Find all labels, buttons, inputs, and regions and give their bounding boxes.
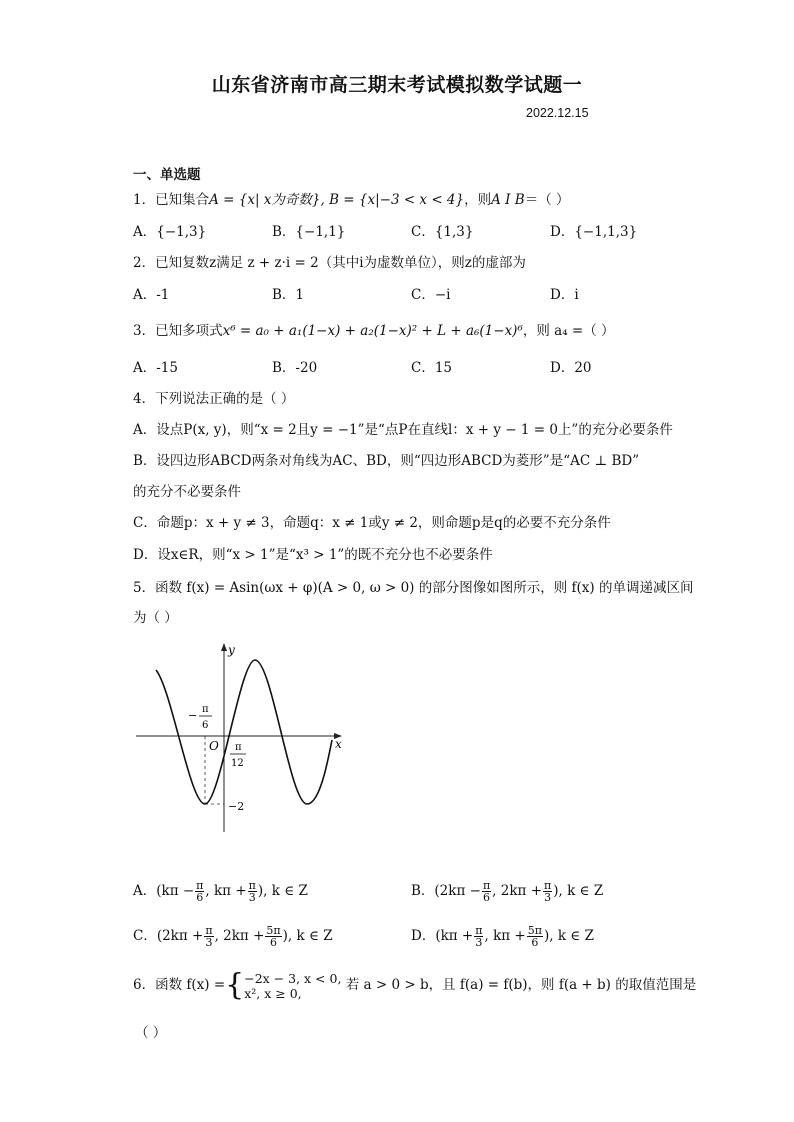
- q2-option-d: D．i: [550, 287, 579, 303]
- q6-tail: 若 a > 0 > b，且 f(a) = f(b)，则 f(a + b) 的取值范围是: [345, 977, 697, 993]
- q5-d-lead: D．(kπ +: [411, 928, 474, 944]
- q1-math: A = {x| x为奇数}, B = {x|−3 < x < 4}: [209, 192, 465, 208]
- q4-option-d: D．设x∈R，则“x > 1”是“x³ > 1”的既不充分也不必要条件: [133, 547, 493, 563]
- q5-a-n1: π: [196, 879, 204, 892]
- q5-a-mid: , kπ +: [205, 883, 247, 899]
- q5-d-n1: π: [475, 924, 483, 937]
- q5-c-lead: C．(2kπ +: [133, 928, 204, 944]
- q5-c-n2: 5π: [266, 924, 281, 937]
- q5-c-mid: , 2kπ +: [214, 928, 265, 944]
- neg-pi6-sign: −: [188, 709, 198, 722]
- q3-option-d: D．20: [550, 360, 592, 376]
- q6-answer-paren: （ ）: [135, 1025, 167, 1041]
- q3-prefix: 3．已知多项式: [133, 323, 223, 339]
- q5-b-d1: 6: [483, 891, 491, 904]
- y-axis-label: y: [228, 643, 235, 657]
- q1-text-c: ＝（ ）: [524, 192, 570, 208]
- q5-b-mid: , 2kπ +: [492, 883, 542, 899]
- q5-c-n1: π: [205, 924, 213, 937]
- q3-option-c: C．15: [411, 360, 453, 376]
- q2-option-a: A．-1: [133, 287, 170, 303]
- q6-case1: −2x − 3, x < 0,: [244, 970, 342, 986]
- q6-cases: [244, 971, 341, 1001]
- sine-curve: [156, 660, 332, 804]
- q4-option-a: A．设点P(x, y)，则“x = 2且y = −1”是“点P在直线l：x + y − 1 = 0上”的充分必要条件: [133, 422, 673, 438]
- q1-text-b: ，则: [464, 192, 492, 208]
- pi12-numerator: π: [235, 742, 242, 753]
- neg-pi6-denominator: 6: [202, 720, 209, 731]
- q1-option-c: C．{1,3}: [411, 224, 474, 240]
- q4-option-c: C．命题p：x + y ≠ 3，命题q：x ≠ 1或y ≠ 2，则命题p是q的必要不充分条件: [133, 515, 611, 531]
- pi12-denominator: 12: [231, 758, 244, 769]
- question-2: 2．已知复数z满足 z + z·i = 2（其中i为虚数单位），则z的虚部为: [133, 255, 526, 271]
- q5-a-lead: A．(kπ −: [133, 883, 195, 899]
- q5-b-n2: π: [544, 879, 552, 892]
- q5-b-d2: 3: [544, 891, 552, 904]
- q5-c-frac1: [204, 925, 213, 948]
- q5-d-d1: 3: [475, 936, 483, 949]
- section-heading: 一、单选题: [133, 167, 201, 183]
- question-6: [133, 968, 696, 1002]
- y-axis-arrow: [221, 643, 227, 651]
- page-title: 山东省济南市高三期末考试模拟数学试题一: [211, 74, 583, 96]
- q5-d-n2: 5π: [527, 924, 542, 937]
- q2-option-b: B．1: [272, 287, 305, 303]
- question-5-line1: 5．函数 f(x) = Asin(ωx + φ)(A > 0, ω > 0) 的部分图像如图所示，则 f(x) 的单调递减区间: [133, 580, 694, 596]
- q3-option-a: A．-15: [133, 360, 178, 376]
- q5-d-frac1: [474, 925, 483, 948]
- question-3: [133, 322, 615, 340]
- q5-c-d1: 3: [205, 936, 213, 949]
- q3-option-b: B．-20: [272, 360, 318, 376]
- q4-option-b-line1: B．设四边形ABCD两条对角线为AC、BD，则“四边形ABCD为菱形”是“AC ⊥ BD”: [133, 453, 640, 469]
- q5-a-d1: 6: [196, 891, 204, 904]
- q1-option-b: B．{−1,1}: [272, 224, 346, 240]
- q1-option-a: A．{−1,3}: [133, 224, 207, 240]
- q5-option-c: [133, 925, 333, 948]
- question-1: [133, 191, 570, 209]
- q6-case2: x², x ≥ 0,: [244, 985, 302, 1001]
- q5-a-frac2: [248, 880, 257, 903]
- min-value-label: −2: [228, 800, 245, 813]
- q5-b-lead: B．(2kπ −: [411, 883, 481, 899]
- q5-b-n1: π: [482, 879, 491, 892]
- exam-date: 2022.12.15: [526, 106, 589, 120]
- x-axis-label: x: [335, 737, 342, 751]
- q5-b-frac1: [482, 880, 491, 903]
- q5-a-d2: 3: [248, 891, 256, 904]
- q5-c-frac2: [265, 925, 281, 948]
- q5-c-d2: 6: [270, 936, 278, 949]
- q5-d-tail: ), k ∈ Z: [543, 928, 594, 944]
- q5-b-frac2: [543, 880, 552, 903]
- q1-option-d: D．{−1,1,3}: [550, 224, 638, 240]
- q5-b-tail: ), k ∈ Z: [553, 883, 604, 899]
- question-4-stem: 4．下列说法正确的是（ ）: [133, 391, 295, 407]
- q5-d-frac2: [527, 925, 543, 948]
- q5-option-b: [411, 880, 603, 903]
- q3-suffix: ，则 a₄ =（ ）: [522, 323, 615, 339]
- q5-a-tail: ), k ∈ Z: [257, 883, 308, 899]
- neg-pi6-numerator: π: [202, 704, 209, 715]
- q5-a-n2: π: [248, 879, 256, 892]
- origin-label: O: [209, 739, 219, 753]
- q1-text-a: 1．已知集合: [133, 192, 210, 208]
- q1-math2: A I B: [491, 192, 525, 208]
- q5-a-frac1: [195, 880, 204, 903]
- q5-option-d: [411, 925, 594, 948]
- q6-lead: 6．函数 f(x) =: [133, 977, 226, 993]
- q2-option-c: C．−i: [411, 287, 451, 303]
- q5-d-mid: , kπ +: [484, 928, 526, 944]
- q5-c-tail: ), k ∈ Z: [282, 928, 333, 944]
- q6-brace: {: [225, 967, 245, 1003]
- q3-polynomial: x⁶ = a₀ + a₁(1−x) + a₂(1−x)² + L + a₆(1−x)⁶: [222, 323, 523, 339]
- q5-d-d2: 6: [531, 936, 539, 949]
- question-5-line2: 为（ ）: [133, 610, 178, 626]
- sine-graph: [132, 640, 352, 835]
- q5-option-a: [133, 880, 308, 903]
- q4-option-b-line2: 的充分不必要条件: [133, 484, 241, 500]
